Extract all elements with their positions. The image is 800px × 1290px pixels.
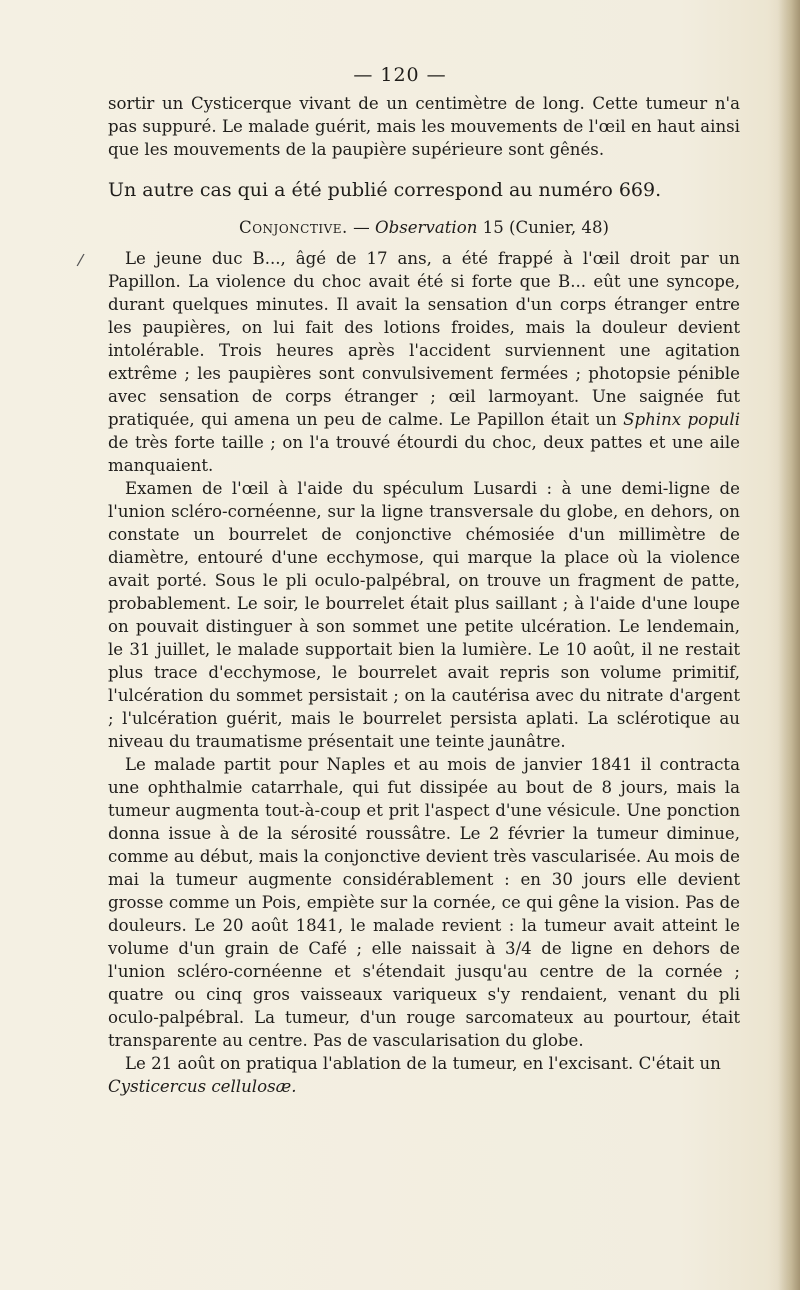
heading-section-name: Conjonctive. <box>239 218 348 237</box>
paragraph-1: sortir un Cysticerque vivant de un centimètre de long. Cette tumeur n'a pas suppuré. Le malade guérit, mais les mouvements de l'œil en haut ainsi que les mouvements de la paupière supérieure sont gênés. <box>108 94 740 159</box>
paragraph-3 <box>108 247 740 477</box>
species-name: Sphinx populi <box>623 410 741 429</box>
paragraph-6 <box>108 1052 740 1098</box>
body-text <box>108 92 740 1098</box>
margin-pencil-mark: / <box>76 249 86 270</box>
paragraph-4: Examen de l'œil à l'aide du spéculum Lusardi : à une demi-ligne de l'union scléro-cornéenne, sur la ligne transversale du globe, en dehors, on constate un bourrelet de conjonctive chémosiée d'un millimètre de diamètre, entouré d'une ecchymose, qui marque la place où la violence avait porté. Sous le pli oculo-palpébral, on trouve un fragment de patte, probablement. Le soir, le bourrelet était plus saillant ; à l'aide d'une loupe on pouvait distinguer à son sommet une petite ulcération. Le lendemain, le 31 juillet, le malade supportait bien la lumière. Le 10 août, il ne restait plus trace d'ecchymose, le bourrelet avait repris son volume primitif, l'ulcération du sommet persistait ; on la cautérisa avec du nitrate d'argent ; l'ulcération guérit, mais le bourrelet persista aplati. La sclérotique au niveau du traumatisme présentait une teinte jaunâtre. <box>108 479 740 751</box>
heading-observation: Observation <box>374 218 478 237</box>
section-heading <box>108 216 740 239</box>
page-edge-shadow <box>778 0 800 1290</box>
page-number: — 120 — <box>353 64 447 86</box>
parasite-name: Cysticercus cellulosæ. <box>108 1077 297 1096</box>
paragraph-6-text: Le 21 août on pratiqua l'ablation de la tumeur, en l'excisant. C'était un <box>125 1054 721 1073</box>
paragraph-5: Le malade partit pour Naples et au mois de janvier 1841 il contracta une ophthalmie catarrhale, qui fut dissipée au bout de 8 jours, mais la tumeur augmenta tout-à-coup et prit l'aspect d'une vésicule. Une ponction donna issue à de la sérosité roussâtre. Le 2 février la tumeur diminue, comme au début, mais la conjonctive devient très vascularisée. Au mois de mai la tumeur augmente considérablement : en 30 jours elle devient grosse comme un Pois, empiète sur la cornée, ce qui gêne la vision. Pas de douleurs. Le 20 août 1841, le malade revient : la tumeur avait atteint le volume d'un grain de Café ; elle naissait à 3/4 de ligne en dehors de l'union scléro-cornéenne et s'étendait jusqu'au centre de la cornée ; quatre ou cinq gros vaisseaux variqueux s'y rendaient, venant du pli oculo-palpébral. La tumeur, d'un rouge sarcomateux au pourtour, était transparente au centre. Pas de vascularisation du globe. <box>108 755 740 1050</box>
heading-reference: 15 (Cunier, 48) <box>477 218 609 237</box>
paragraph-2: Un autre cas qui a été publié correspond au numéro 669. <box>108 179 662 201</box>
paragraph-3-part-a: Le jeune duc B..., âgé de 17 ans, a été frappé à l'œil droit par un Papillon. La violence du choc avait été si forte que B... eût une syncope, durant quelques minutes. Il avait la sensation d'un corps étranger entre les paupières, on lui fait des lotions froides, mais la douleur devient intolérable. Trois heures après l'accident surviennent une agitation extrême ; les paupières sont convulsivement fermées ; photopsie pénible avec sensation de corps étranger ; œil larmoyant. Une saignée fut pratiquée, qui amena un peu de calme. Le Papillon était un <box>108 249 740 429</box>
paragraph-3-part-b: de très forte taille ; on l'a trouvé étourdi du choc, deux pattes et une aile manquaient. <box>108 433 740 475</box>
heading-dash: — <box>347 218 375 237</box>
